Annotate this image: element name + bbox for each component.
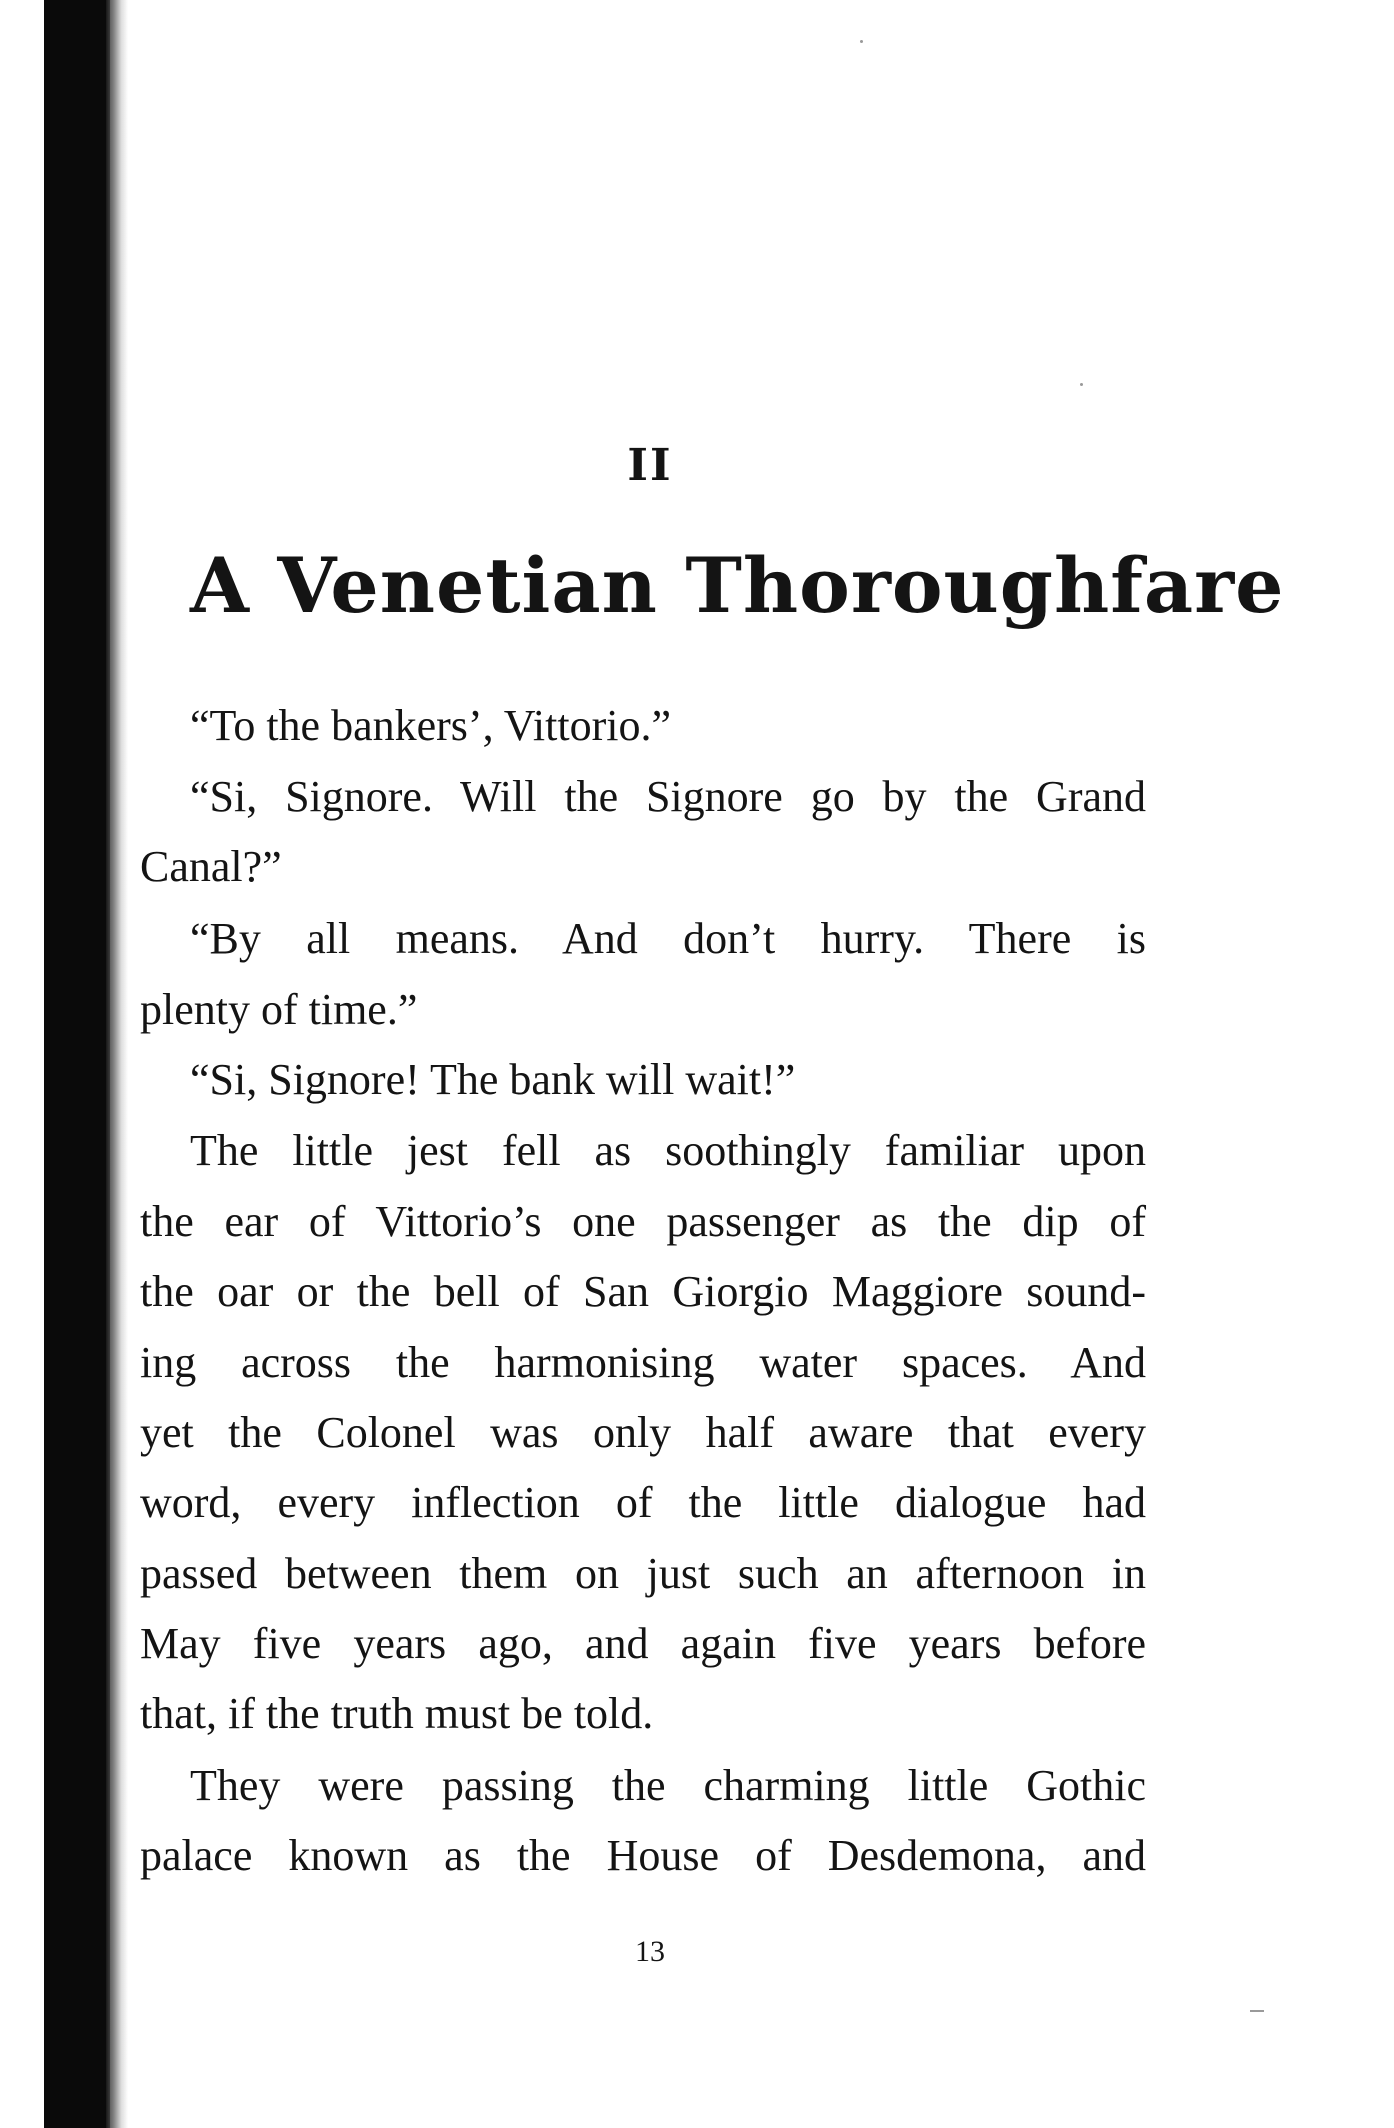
chapter-title: A Venetian Thoroughfare: [190, 541, 1285, 630]
text-line: “To the bankers’, Vittorio.”: [190, 701, 671, 750]
text-line: passed between them on just such an afternoon in: [140, 1549, 1146, 1598]
text-line: palace known as the House of Desdemona, and: [140, 1831, 1146, 1880]
text-line: the ear of Vittorio’s one passenger as the dip of: [140, 1197, 1146, 1246]
text-line: that, if the truth must be told.: [140, 1689, 654, 1738]
text-line: ing across the harmonising water spaces. And: [140, 1338, 1146, 1387]
text-line: “Si, Signore. Will the Signore go by the Grand: [190, 772, 1146, 821]
text-line: They were passing the charming little Gothic: [190, 1761, 1146, 1810]
text-line: The little jest fell as soothingly familiar upon: [190, 1126, 1146, 1175]
page-number: 13: [635, 1935, 665, 1968]
text-line: word, every inflection of the little dialogue had: [140, 1478, 1146, 1527]
text-line: plenty of time.”: [140, 985, 418, 1034]
text-line: “By all means. And don’t hurry. There is: [190, 914, 1146, 963]
chapter-number: II: [627, 440, 673, 491]
text-line: the oar or the bell of San Giorgio Maggiore sound-: [140, 1267, 1146, 1316]
text-line: May five years ago, and again five years before: [140, 1619, 1146, 1668]
text-line: “Si, Signore! The bank will wait!”: [190, 1055, 796, 1104]
text-line: yet the Colonel was only half aware that every: [140, 1408, 1146, 1457]
text-line: Canal?”: [140, 842, 282, 891]
